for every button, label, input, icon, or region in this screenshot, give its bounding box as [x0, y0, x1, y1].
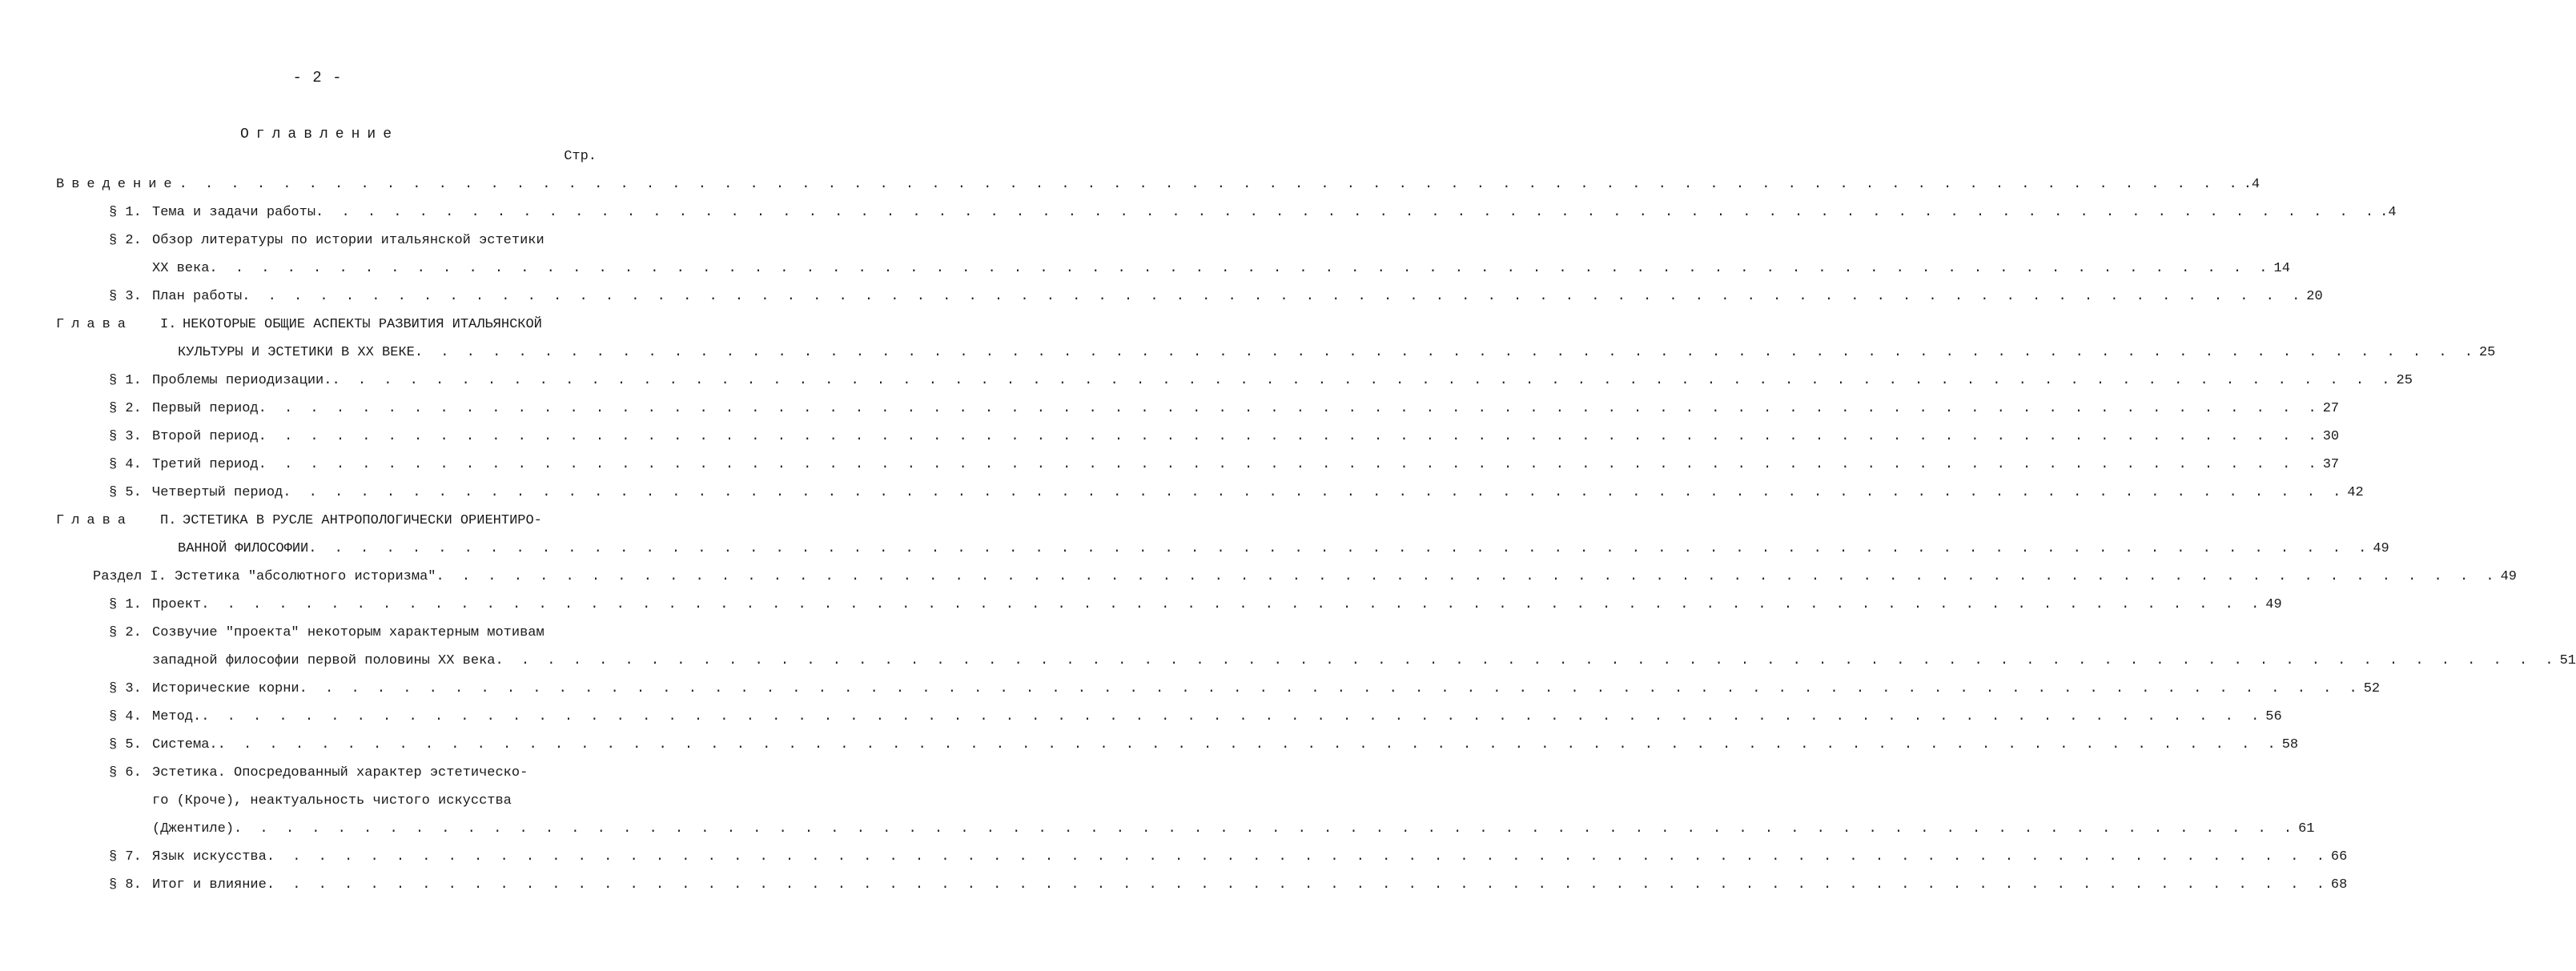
toc-page-number: 42 [2347, 485, 2364, 500]
section-number: § 4. [109, 709, 142, 724]
toc-entry-text: Тема и задачи работы [152, 205, 316, 220]
section-number: § 5. [109, 485, 142, 500]
toc-entry-text: го (Кроче), неактуальность чистого искусства [152, 793, 512, 808]
toc-entry-intro-s3 [109, 285, 2323, 309]
chapter-number: I. [160, 317, 177, 332]
toc-entry-text: Эстетика. Опосредованный характер эстетическо- [152, 765, 528, 780]
dot-leader: . . . . . . . . . . . . . . . . . . . . . . . . . . . . . . . . . . . . . . . . . . . . . . . . . . . . . . . . . . . . . . . . . . . . . . . . . . . . . . . . [258, 457, 2321, 472]
chapter-number: П. [160, 513, 177, 528]
toc-entry-text: НЕКОТОРЫЕ ОБЩИЕ АСПЕКТЫ РАЗВИТИЯ ИТАЛЬЯНСКОЙ [183, 317, 542, 332]
toc-entry-chapter-2-cont [178, 537, 2389, 561]
toc-entry-ch2-s4 [109, 705, 2282, 729]
dot-leader: . . . . . . . . . . . . . . . . . . . . . . . . . . . . . . . . . . . . . . . . . . . . . . . . . . . . . . . . . . . . . . . . . . . . . . . . . . . . . . . . [308, 541, 2372, 556]
toc-page-number: 25 [2478, 345, 2496, 360]
dot-leader: . . . . . . . . . . . . . . . . . . . . . . . . . . . . . . . . . . . . . . . . . . . . . . . . . . . . . . . . . . . . . . . . . . . . . . . . . . . . . . . . [315, 205, 2379, 220]
toc-entry-intro-s1 [109, 201, 2397, 225]
toc-entry-text: Третий период [152, 457, 259, 472]
dot-leader: . . . . . . . . . . . . . . . . . . . . . . . . . . . . . . . . . . . . . . . . . . . . . . . . . . . . . . . . . . . . . . . . . . . . . . . . . . . . . . . . [209, 261, 2273, 276]
toc-page-number: .4 [2243, 177, 2261, 192]
toc-entry-ch2-s1 [109, 593, 2282, 617]
toc-entry-ch2-s6 [109, 761, 528, 785]
toc-entry-chapter-2 [56, 509, 542, 533]
dot-leader: . . . . . . . . . . . . . . . . . . . . . . . . . . . . . . . . . . . . . . . . . . . . . . . . . . . . . . . . . . . . . . . . . . . . . . . . . . . . . . . . [258, 429, 2321, 444]
toc-page-number: 56 [2265, 709, 2282, 724]
toc-page-number: 49 [2500, 569, 2517, 584]
toc-page-number: 66 [2330, 849, 2348, 865]
toc-entry-text: Первый период [152, 401, 259, 416]
section-number: § 7. [109, 849, 142, 865]
dot-leader: . . . . . . . . . . . . . . . . . . . . . . . . . . . . . . . . . . . . . . . . . . . . . . . . . . . . . . . . . . . . . . . . . . . . . . . . . . . . . . . . [283, 485, 2346, 500]
toc-entry-ch1-s4 [109, 453, 2340, 477]
toc-page-number: .4 [2380, 205, 2397, 220]
toc-page-number: 37 [2322, 457, 2340, 472]
chapter-label: Глава [56, 317, 134, 332]
toc-entry-text: Обзор литературы по истории итальянской эстетики [152, 233, 545, 248]
page-number: - 2 - [292, 69, 343, 86]
section-number: § 3. [109, 681, 142, 696]
toc-page-number: 25 [2396, 373, 2413, 388]
toc-page-number: 68 [2330, 877, 2348, 893]
toc-entry-ch2-s6-cont [152, 789, 512, 813]
section-number: § 1. [109, 597, 142, 612]
toc-entry-intro-s2 [109, 229, 545, 253]
dot-leader: . . . . . . . . . . . . . . . . . . . . . . . . . . . . . . . . . . . . . . . . . . . . . . . . . . . . . . . . . . . . . . . . . . . . . . . . . . . . . . . . [201, 597, 2265, 612]
toc-page-number: 20 [2306, 289, 2323, 304]
toc-page-number: 52 [2363, 681, 2381, 696]
toc-page-number: 49 [2373, 541, 2389, 556]
toc-entry-text: Проблемы периодизации. [152, 373, 332, 388]
chapter-label: Глава [56, 513, 134, 528]
dot-leader: . . . . . . . . . . . . . . . . . . . . . . . . . . . . . . . . . . . . . . . . . . . . . . . . . . . . . . . . . . . . . . . . . . . . . . . . . . . . . . . . [495, 653, 2558, 668]
toc-page-number: 27 [2322, 401, 2340, 416]
toc-entry-text: (Джентиле) [152, 821, 235, 837]
toc-entry-ch1-s3 [109, 425, 2340, 449]
toc-entry-ch2-s5 [109, 733, 2299, 757]
toc-entry-ch2-s3 [109, 677, 2381, 701]
toc-entry-ch1-s1 [109, 369, 2413, 393]
toc-entry-ch2-s6-cont2 [152, 817, 2315, 841]
toc-entry-text: ВАННОЙ ФИЛОСОФИИ [178, 541, 309, 556]
toc-entry-text: Проект [152, 597, 202, 612]
section-number: § 3. [109, 429, 142, 444]
dot-leader: . . . . . . . . . . . . . . . . . . . . . . . . . . . . . . . . . . . . . . . . . . . . . . . . . . . . . . . . . . . . . . . . . . . . . . . . . . . . . . . . [436, 569, 2499, 584]
section-number: § 1. [109, 373, 142, 388]
dot-leader: . . . . . . . . . . . . . . . . . . . . . . . . . . . . . . . . . . . . . . . . . . . . . . . . . . . . . . . . . . . . . . . . . . . . . . . . . . . . . . . . [234, 821, 2297, 837]
toc-entry-ch2-s2 [109, 621, 545, 645]
toc-entry-chapter-1 [56, 313, 542, 337]
section-number: § 5. [109, 737, 142, 752]
section-number: § 2. [109, 401, 142, 416]
section-number: § 4. [109, 457, 142, 472]
toc-entry-text: западной философии первой половины XX века [152, 653, 496, 668]
toc-entry-part-1 [93, 565, 2517, 589]
page-title: Оглавление [240, 126, 400, 142]
toc-page-number: 61 [2298, 821, 2315, 837]
toc-entry-text: Исторические корни [152, 681, 299, 696]
toc-page-number: 58 [2281, 737, 2299, 752]
toc-entry-intro-s2-cont [152, 257, 2290, 281]
section-number: § 8. [109, 877, 142, 893]
toc-entry-text: Система. [152, 737, 218, 752]
toc-entry-ch2-s2-cont [152, 649, 2576, 673]
toc-entry-ch1-s2 [109, 397, 2340, 421]
toc-entry-text: ЭСТЕТИКА В РУСЛЕ АНТРОПОЛОГИЧЕСКИ ОРИЕНТИРО- [183, 513, 542, 528]
section-number: § 2. [109, 233, 142, 248]
section-number: § 6. [109, 765, 142, 780]
toc-entry-label: Введение [56, 177, 179, 192]
dot-leader: . . . . . . . . . . . . . . . . . . . . . . . . . . . . . . . . . . . . . . . . . . . . . . . . . . . . . . . . . . . . . . . . . . . . . . . . . . . . . . . . [179, 177, 2242, 192]
toc-entry-text: КУЛЬТУРЫ И ЭСТЕТИКИ В XX ВЕКЕ [178, 345, 415, 360]
page-column-header: Стр. [564, 149, 597, 164]
dot-leader: . . . . . . . . . . . . . . . . . . . . . . . . . . . . . . . . . . . . . . . . . . . . . . . . . . . . . . . . . . . . . . . . . . . . . . . . . . . . . . . . [201, 709, 2265, 724]
section-number: § 1. [109, 205, 142, 220]
toc-entry-text: Созвучие "проекта" некоторым характерным мотивам [152, 625, 545, 640]
dot-leader: . . . . . . . . . . . . . . . . . . . . . . . . . . . . . . . . . . . . . . . . . . . . . . . . . . . . . . . . . . . . . . . . . . . . . . . . . . . . . . . . [266, 849, 2329, 865]
toc-entry-text: Четвертый период [152, 485, 283, 500]
toc-entry-text: Второй период [152, 429, 259, 444]
dot-leader: . . . . . . . . . . . . . . . . . . . . . . . . . . . . . . . . . . . . . . . . . . . . . . . . . . . . . . . . . . . . . . . . . . . . . . . . . . . . . . . . [414, 345, 2478, 360]
dot-leader: . . . . . . . . . . . . . . . . . . . . . . . . . . . . . . . . . . . . . . . . . . . . . . . . . . . . . . . . . . . . . . . . . . . . . . . . . . . . . . . . [266, 877, 2329, 893]
toc-entry-text: XX века [152, 261, 210, 276]
toc-entry-text: План работы [152, 289, 243, 304]
toc-entry-text: Итог и влияние [152, 877, 267, 893]
dot-leader: . . . . . . . . . . . . . . . . . . . . . . . . . . . . . . . . . . . . . . . . . . . . . . . . . . . . . . . . . . . . . . . . . . . . . . . . . . . . . . . . [258, 401, 2321, 416]
toc-page-number: 51 [2559, 653, 2576, 668]
toc-entry-text: Метод. [152, 709, 202, 724]
toc-page-number: 30 [2322, 429, 2340, 444]
toc-entry-ch2-s7 [109, 845, 2348, 869]
dot-leader: . . . . . . . . . . . . . . . . . . . . . . . . . . . . . . . . . . . . . . . . . . . . . . . . . . . . . . . . . . . . . . . . . . . . . . . . . . . . . . . . [217, 737, 2281, 752]
dot-leader: . . . . . . . . . . . . . . . . . . . . . . . . . . . . . . . . . . . . . . . . . . . . . . . . . . . . . . . . . . . . . . . . . . . . . . . . . . . . . . . . [332, 373, 2395, 388]
toc-page-number: 49 [2265, 597, 2282, 612]
toc-entry-intro [56, 173, 2261, 197]
toc-entry-chapter-1-cont [178, 341, 2496, 365]
section-number: § 3. [109, 289, 142, 304]
toc-entry-ch1-s5 [109, 481, 2364, 505]
dot-leader: . . . . . . . . . . . . . . . . . . . . . . . . . . . . . . . . . . . . . . . . . . . . . . . . . . . . . . . . . . . . . . . . . . . . . . . . . . . . . . . . [299, 681, 2362, 696]
dot-leader: . . . . . . . . . . . . . . . . . . . . . . . . . . . . . . . . . . . . . . . . . . . . . . . . . . . . . . . . . . . . . . . . . . . . . . . . . . . . . . . . [242, 289, 2305, 304]
section-number: § 2. [109, 625, 142, 640]
toc-entry-text: Язык искусства [152, 849, 267, 865]
toc-page-number: 14 [2273, 261, 2290, 276]
toc-entry-ch2-s8 [109, 873, 2348, 897]
toc-entry-text: Раздел I. Эстетика "абсолютного историзма" [93, 569, 436, 584]
